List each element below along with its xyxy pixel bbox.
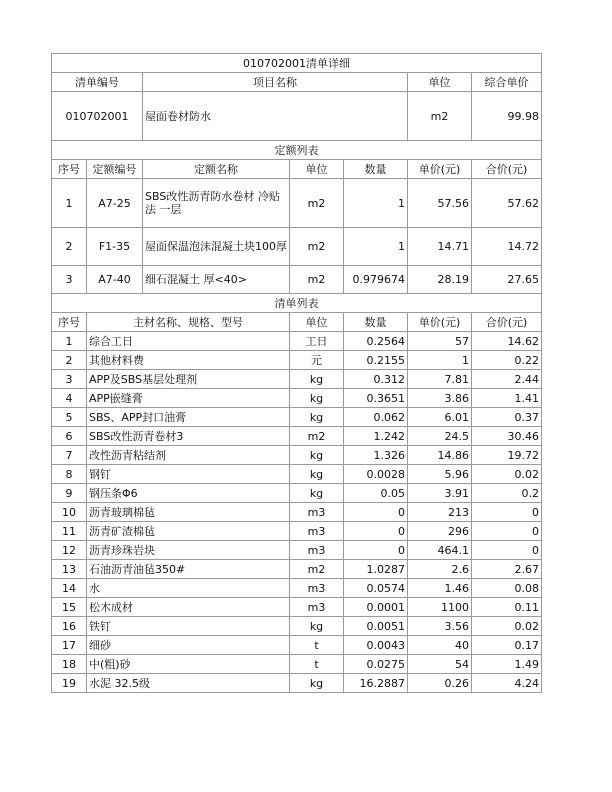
material-name: 石油沥青油毡350# [87,560,290,579]
quota-row [52,179,542,228]
material-qty: 0 [344,541,408,560]
table-title: 010702001清单详细 [52,54,542,73]
material-qty: 0.0001 [344,598,408,617]
quota-price: 14.71 [408,228,472,266]
material-total: 0.02 [472,465,542,484]
bill-code: 010702001 [52,92,143,141]
material-row [52,560,542,579]
quota-header-qty: 数量 [344,160,408,179]
material-qty: 0.0051 [344,617,408,636]
material-row [52,351,542,370]
quota-price: 28.19 [408,266,472,294]
quota-name: 屋面保温泡沫混凝土块100厚 [143,228,290,266]
material-no: 7 [52,446,87,465]
material-row [52,522,542,541]
material-name: 沥青珍珠岩块 [87,541,290,560]
material-row [52,332,542,351]
material-qty: 0.062 [344,408,408,427]
material-unit: m2 [290,560,344,579]
quota-header-total: 合价(元) [472,160,542,179]
material-price: 40 [408,636,472,655]
material-unit: 元 [290,351,344,370]
material-qty: 16.2887 [344,674,408,693]
material-price: 54 [408,655,472,674]
material-price: 296 [408,522,472,541]
quota-total: 27.65 [472,266,542,294]
material-row [52,636,542,655]
material-total: 0 [472,522,542,541]
quota-code: A7-25 [87,179,143,228]
material-unit: kg [290,617,344,636]
material-name: 水泥 32.5级 [87,674,290,693]
material-price: 1 [408,351,472,370]
material-qty: 0.2564 [344,332,408,351]
materials-header-no: 序号 [52,313,87,332]
material-name: 铁钉 [87,617,290,636]
header-unit: 单位 [408,73,472,92]
header-unit-price: 综合单价 [472,73,542,92]
quota-total: 57.62 [472,179,542,228]
material-no: 4 [52,389,87,408]
material-name: 沥青玻璃棉毡 [87,503,290,522]
material-price: 3.56 [408,617,472,636]
material-unit: m3 [290,541,344,560]
material-price: 14.86 [408,446,472,465]
material-name: 水 [87,579,290,598]
material-no: 3 [52,370,87,389]
material-no: 13 [52,560,87,579]
material-row [52,389,542,408]
quota-total: 14.72 [472,228,542,266]
material-qty: 1.242 [344,427,408,446]
material-price: 0.26 [408,674,472,693]
material-name: SBS改性沥青卷材3 [87,427,290,446]
material-no: 1 [52,332,87,351]
material-total: 14.62 [472,332,542,351]
material-qty: 0.3651 [344,389,408,408]
material-row [52,579,542,598]
material-qty: 1.326 [344,446,408,465]
quota-no: 3 [52,266,87,294]
material-row [52,465,542,484]
material-qty: 0.0574 [344,579,408,598]
material-price: 3.86 [408,389,472,408]
material-no: 12 [52,541,87,560]
material-total: 0.11 [472,598,542,617]
bill-unit: m2 [408,92,472,141]
material-unit: kg [290,465,344,484]
material-no: 18 [52,655,87,674]
quota-row [52,228,542,266]
quota-unit: m2 [290,228,344,266]
material-unit: m2 [290,427,344,446]
material-row [52,598,542,617]
material-row [52,370,542,389]
quota-name: SBS改性沥青防水卷材 冷贴法 一层 [143,179,290,228]
quota-unit: m2 [290,179,344,228]
quota-price: 57.56 [408,179,472,228]
quota-section-title: 定额列表 [52,141,542,160]
material-row [52,617,542,636]
material-total: 19.72 [472,446,542,465]
material-no: 11 [52,522,87,541]
material-unit: m3 [290,503,344,522]
material-price: 57 [408,332,472,351]
material-total: 2.44 [472,370,542,389]
material-name: APP嵌缝膏 [87,389,290,408]
material-qty: 0.0028 [344,465,408,484]
materials-header-qty: 数量 [344,313,408,332]
material-price: 24.5 [408,427,472,446]
material-total: 30.46 [472,427,542,446]
material-no: 5 [52,408,87,427]
material-qty: 0.0043 [344,636,408,655]
quota-row [52,266,542,294]
material-row [52,484,542,503]
quota-header-no: 序号 [52,160,87,179]
material-price: 6.01 [408,408,472,427]
material-name: 沥青矿渣棉毡 [87,522,290,541]
material-total: 0.37 [472,408,542,427]
material-total: 4.24 [472,674,542,693]
material-name: 其他材料费 [87,351,290,370]
quota-name: 细石混凝土 厚<40> [143,266,290,294]
materials-section-title: 清单列表 [52,294,542,313]
material-unit: m3 [290,598,344,617]
quota-unit: m2 [290,266,344,294]
materials-header-total: 合价(元) [472,313,542,332]
material-row [52,427,542,446]
material-qty: 0 [344,503,408,522]
material-total: 0.08 [472,579,542,598]
material-total: 0 [472,541,542,560]
material-no: 17 [52,636,87,655]
quota-code: F1-35 [87,228,143,266]
bill-price: 99.98 [472,92,542,141]
material-unit: kg [290,674,344,693]
material-unit: t [290,636,344,655]
material-total: 2.67 [472,560,542,579]
material-unit: kg [290,484,344,503]
material-row [52,446,542,465]
material-no: 8 [52,465,87,484]
material-no: 6 [52,427,87,446]
material-unit: kg [290,370,344,389]
material-qty: 0.312 [344,370,408,389]
material-price: 464.1 [408,541,472,560]
material-no: 14 [52,579,87,598]
materials-header-unit: 单位 [290,313,344,332]
material-row [52,541,542,560]
material-unit: m3 [290,579,344,598]
material-unit: m3 [290,522,344,541]
quota-no: 2 [52,228,87,266]
header-item-name: 项目名称 [143,73,408,92]
quota-qty: 1 [344,228,408,266]
quota-qty: 1 [344,179,408,228]
item-name: 屋面卷材防水 [143,92,408,141]
material-name: 综合工日 [87,332,290,351]
material-qty: 0 [344,522,408,541]
material-name: APP及SBS基层处理剂 [87,370,290,389]
header-bill-code: 清单编号 [52,73,143,92]
material-total: 0.17 [472,636,542,655]
material-price: 1.46 [408,579,472,598]
material-row [52,655,542,674]
material-name: SBS、APP封口油膏 [87,408,290,427]
material-price: 5.96 [408,465,472,484]
material-no: 9 [52,484,87,503]
material-name: 松木成材 [87,598,290,617]
material-name: 钢压条Φ6 [87,484,290,503]
material-row [52,674,542,693]
material-name: 中(粗)砂 [87,655,290,674]
quota-code: A7-40 [87,266,143,294]
material-price: 2.6 [408,560,472,579]
materials-header-name: 主材名称、规格、型号 [87,313,290,332]
material-unit: t [290,655,344,674]
quota-header-price: 单价(元) [408,160,472,179]
quota-header-code: 定额编号 [87,160,143,179]
material-no: 10 [52,503,87,522]
material-total: 0.2 [472,484,542,503]
material-qty: 0.2155 [344,351,408,370]
quota-qty: 0.979674 [344,266,408,294]
material-no: 15 [52,598,87,617]
material-total: 1.49 [472,655,542,674]
bill-detail-table [51,53,542,693]
material-no: 19 [52,674,87,693]
material-total: 0.22 [472,351,542,370]
material-name: 细砂 [87,636,290,655]
quota-header-unit: 单位 [290,160,344,179]
material-no: 16 [52,617,87,636]
material-price: 7.81 [408,370,472,389]
quota-header-name: 定额名称 [143,160,290,179]
material-total: 0 [472,503,542,522]
material-price: 3.91 [408,484,472,503]
material-no: 2 [52,351,87,370]
material-row [52,408,542,427]
material-total: 0.02 [472,617,542,636]
quota-no: 1 [52,179,87,228]
material-price: 213 [408,503,472,522]
material-total: 1.41 [472,389,542,408]
material-qty: 1.0287 [344,560,408,579]
material-name: 钢钉 [87,465,290,484]
material-name: 改性沥青粘结剂 [87,446,290,465]
material-unit: kg [290,389,344,408]
material-qty: 0.0275 [344,655,408,674]
material-price: 1100 [408,598,472,617]
material-unit: kg [290,408,344,427]
material-unit: kg [290,446,344,465]
material-qty: 0.05 [344,484,408,503]
materials-header-price: 单价(元) [408,313,472,332]
material-row [52,503,542,522]
material-unit: 工日 [290,332,344,351]
